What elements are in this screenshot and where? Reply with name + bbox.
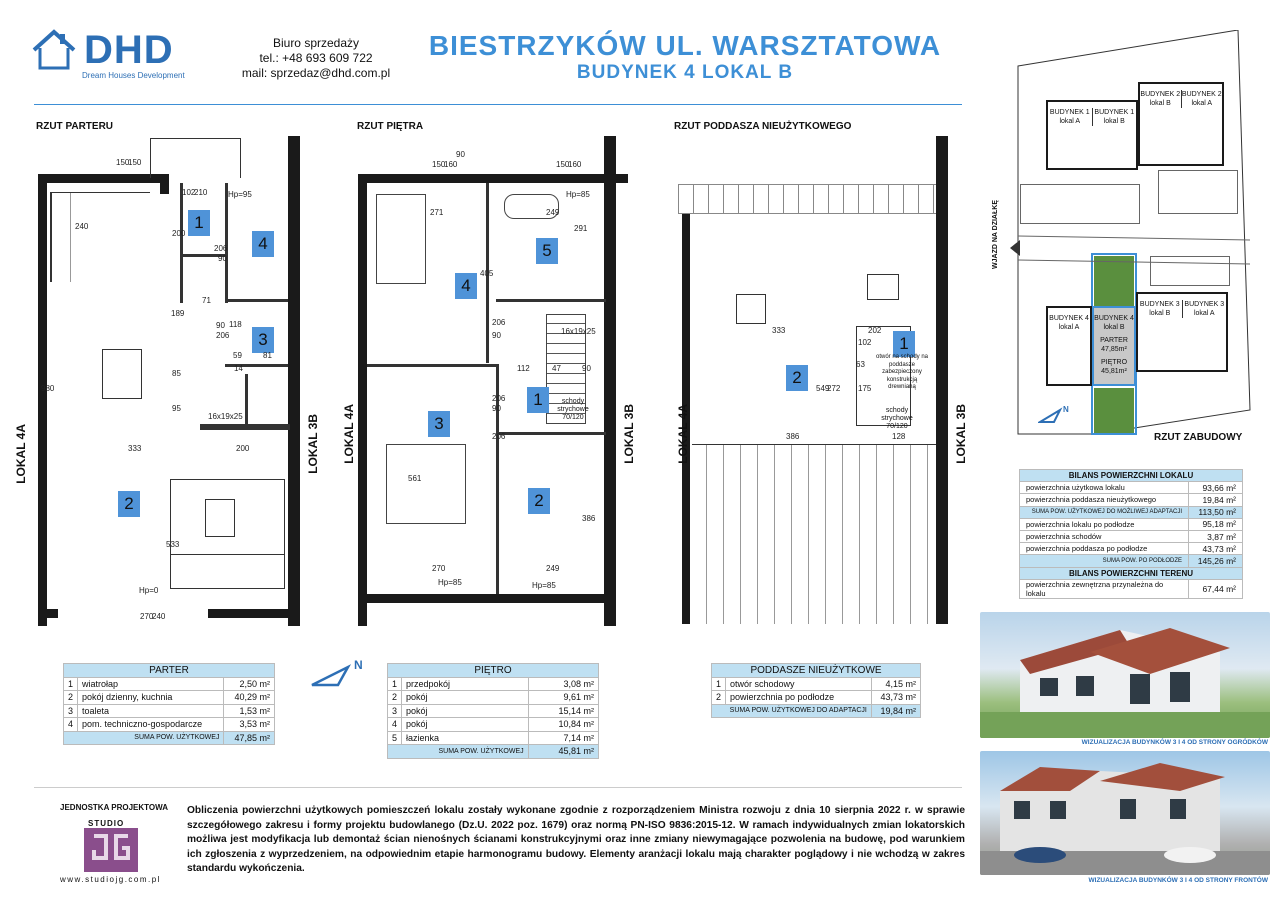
- parter-sum: 47,85 m²: [224, 731, 275, 745]
- svg-text:N: N: [1063, 405, 1069, 414]
- table-row: 4 pom. techniczno-gospodarcze 3,53 m²: [64, 718, 275, 732]
- table-row: 2 powierzchnia po podłodze 43,73 m²: [712, 691, 921, 705]
- svg-text:N: N: [354, 658, 363, 672]
- ground-room-4-badge: 4: [252, 231, 274, 257]
- contact-office: Biuro sprzedaży: [272, 36, 360, 50]
- pietro-table-title: PIĘTRO: [388, 664, 599, 678]
- floor-right-neighbor-label: LOKAL 3B: [622, 404, 636, 464]
- first-floor-plan: 1 2 3 4 5 271 249 405 291 112 47 90 561 270 249 386 16x19x25 Hp=85 Hp=85 Hp=85 150 160 150 160 90 206 90 206 90 206 schody strychowe 70/120 LOKAL 4A LOKAL 3B: [356, 134, 640, 626]
- contact-mail[interactable]: mail: sprzedaz@dhd.com.pl: [241, 66, 391, 80]
- footer-legal-note: Obliczenia powierzchni użytkowych pomieszczeń lokalu zostały wykonane zgodnie z rozporządzeniem Ministra rozwoju z dnia 10 sierpnia 2022 r. w sprawie szczegółowego zakresu i formy projektu budowlanego (Dz.U. 2022 poz. 1679) oraz normą PN-ISO 9836:2015-12. W ramach indywidualnych zmian lokatorskich możliwa jest modyfikacja lub demontaż ścian nienośnych ścianami konstrukcyjnymi oraz inne zmiany niewymagające pozwolenia na budowę, pod warunkiem ich zgłoszenia z wyprzedzeniem, na odpowiednim etapie harmonogramu budowy. Elementy aranżacji lokalu mają charakter poglądowy i nie wchodzą w zakres standardu wykończenia.: [187, 805, 965, 875]
- site-plan: [992, 30, 1262, 470]
- ground-floor-plan: 1 2 3 4 240 200 206 90 333 200 533 980 85 95 71 118 59 81 14 16x19x25 Hp=0 Hp=95 270 240 150 150 102 210 189 90 206 LOKAL 4A LOKAL 3B: [30, 134, 310, 626]
- site-parking-south: [1150, 256, 1230, 286]
- house-logo-icon: [30, 28, 78, 72]
- attic-room-1-badge: 1: [893, 331, 915, 357]
- front-visualization-render: [980, 751, 1270, 875]
- bilans-terenu-title: BILANS POWIERZCHNI TERENU: [1020, 567, 1243, 579]
- attic-opening-note: otwór na schody na poddasze zabezpieczony konstrukcją drewnianą: [875, 354, 929, 390]
- site-parking-north: [1020, 184, 1140, 224]
- ground-left-neighbor-label: LOKAL 4A: [14, 424, 28, 484]
- contact-phone[interactable]: tel.: +48 693 609 722: [259, 51, 373, 65]
- north-arrow-icon: [308, 655, 370, 691]
- ground-room-3-badge: 3: [252, 327, 274, 353]
- table-row: powierzchnia lokalu po podłodze 95,18 m²: [1020, 518, 1243, 530]
- studio-label: JEDNOSTKA PROJEKTOWA: [60, 803, 169, 812]
- garden-visualization: [980, 612, 1270, 738]
- logo-subtitle: Dream Houses Development: [82, 71, 185, 80]
- ground-room-2-badge: 2: [118, 491, 140, 517]
- site-road-label: WJAZD NA DZIAŁKĘ: [992, 200, 999, 269]
- bilans-table: [1019, 469, 1243, 599]
- attic-stairs-note: schody strychowe 70/120: [881, 407, 913, 430]
- table-row: 1 przedpokój 3,08 m²: [388, 677, 599, 691]
- attic-left-neighbor-label: LOKAL 4A: [676, 404, 690, 464]
- logo-wordmark: DHD: [84, 28, 174, 72]
- attic-plan-title: RZUT PODDASZA NIEUŻYTKOWEGO: [674, 121, 852, 132]
- floor-left-neighbor-label: LOKAL 4A: [342, 404, 356, 464]
- site-building-1: BUDYNEK 1 lokal A BUDYNEK 1 lokal B: [1046, 100, 1138, 170]
- studio-logo-icon: [84, 828, 138, 872]
- table-row: 3 pokój 15,14 m²: [388, 704, 599, 718]
- floor-room-5-badge: 5: [536, 238, 558, 264]
- attic-plan: 1 2 333 202 386 128 549 272 63 102 175 otwór na schody na poddasze zabezpieczony konstrukcją drewnianą schody strychowe 70/120 LOKAL 4A LOKAL 3B: [670, 134, 970, 626]
- table-row: 2 pokój 9,61 m²: [388, 691, 599, 705]
- poddasze-sum: 19,84 m²: [871, 704, 920, 718]
- table-row: 5 łazienka 7,14 m²: [388, 731, 599, 745]
- ground-plan-title: RZUT PARTERU: [36, 121, 114, 132]
- page-title: BIESTRZYKÓW UL. WARSZTATOWA: [428, 30, 942, 61]
- table-row: 2 pokój dzienny, kuchnia 40,29 m²: [64, 691, 275, 705]
- page-subtitle: BUDYNEK 4 LOKAL B: [576, 62, 794, 83]
- front-visualization-caption: WIZUALIZACJA BUDYNKÓW 3 I 4 OD STRONY FRONTÓW: [1088, 877, 1268, 884]
- garden-visualization-caption: WIZUALIZACJA BUDYNKÓW 3 I 4 OD STRONY OGRÓDKÓW: [1081, 739, 1268, 746]
- bilans-lokalu-title: BILANS POWIERZCHNI LOKALU: [1020, 470, 1243, 482]
- front-visualization: [980, 751, 1270, 875]
- floor-room-2-badge: 2: [528, 488, 550, 514]
- table-row: SUMA POW. UŻYTKOWEJ DO MOŻLIWEJ ADAPTACJI 113,50 m²: [1020, 506, 1243, 518]
- site-building-4a: BUDYNEK 4 lokal A: [1046, 306, 1092, 386]
- ground-right-neighbor-label: LOKAL 3B: [306, 414, 320, 474]
- studio-url[interactable]: www.studiojg.com.pl: [60, 875, 161, 884]
- floor-room-3-badge: 3: [428, 411, 450, 437]
- floor-attic-stairs-note: schody strychowe 70/120: [557, 398, 589, 421]
- site-building-3: BUDYNEK 3 lokal B BUDYNEK 3 lokal A: [1136, 292, 1228, 372]
- site-parking-east: [1158, 170, 1238, 214]
- poddasze-table-title: PODDASZE NIEUŻYTKOWE: [712, 664, 921, 678]
- poddasze-table: PODDASZE NIEUŻYTKOWE 1 otwór schodowy 4,15 m² 2 powierzchnia po podłodze 43,73 m² SUMA POW. UŻYTKOWEJ DO ADAPTACJI 19,84 m²: [711, 663, 921, 718]
- site-caption: RZUT ZABUDOWY: [1154, 432, 1243, 443]
- attic-room-2-badge: 2: [786, 365, 808, 391]
- table-row: powierzchnia poddasza po podłodze 43,73 m²: [1020, 543, 1243, 555]
- site-north-arrow-icon: [1038, 402, 1074, 426]
- floor-room-1-badge: 1: [527, 387, 549, 413]
- table-row: 4 pokój 10,84 m²: [388, 718, 599, 732]
- site-building-4b-highlight: BUDYNEK 4 lokal B PARTER 47,85m² PIĘTRO 45,81m²: [1092, 306, 1136, 386]
- table-row: 1 wiatrołap 2,50 m²: [64, 677, 275, 691]
- ground-room-1-badge: 1: [188, 210, 210, 236]
- table-row: powierzchnia zewnętrzna przynależna do lokalu 67,44 m²: [1020, 579, 1243, 598]
- table-row: powierzchnia poddasza nieużytkowego 19,84 m²: [1020, 494, 1243, 506]
- header-divider: [34, 104, 962, 105]
- attic-right-neighbor-label: LOKAL 3B: [954, 404, 968, 464]
- garden-visualization-render: [980, 612, 1270, 738]
- table-row: powierzchnia użytkowa lokalu 93,66 m²: [1020, 482, 1243, 494]
- parter-table-title: PARTER: [64, 664, 275, 678]
- table-row: SUMA POW. PO PODŁODZE 145,26 m²: [1020, 555, 1243, 567]
- contact-block: [226, 36, 406, 81]
- table-row: 1 otwór schodowy 4,15 m²: [712, 677, 921, 691]
- pietro-sum: 45,81 m²: [528, 745, 598, 759]
- floor-room-4-badge: 4: [455, 273, 477, 299]
- parter-table: PARTER 1 wiatrołap 2,50 m² 2 pokój dzienny, kuchnia 40,29 m² 3 toaleta 1,53 m² 4 pom. techniczno-gospodarcze 3,53 m² SUMA POW. UŻYTKOWEJ 47,85 m²: [63, 663, 275, 745]
- table-row: powierzchnia schodów 3,87 m²: [1020, 530, 1243, 542]
- pietro-table: PIĘTRO 1 przedpokój 3,08 m² 2 pokój 9,61 m² 3 pokój 15,14 m² 4 pokój 10,84 m² 5 łazienka 7,14 m² SUMA POW. UŻYTKOWEJ 45,81 m²: [387, 663, 599, 759]
- studio-name: STUDIO: [88, 819, 125, 828]
- table-row: 3 toaleta 1,53 m²: [64, 704, 275, 718]
- footer-divider: [34, 787, 962, 788]
- floor-plan-title: RZUT PIĘTRA: [357, 121, 424, 132]
- site-building-2: BUDYNEK 2 lokal B BUDYNEK 2 lokal A: [1138, 82, 1224, 166]
